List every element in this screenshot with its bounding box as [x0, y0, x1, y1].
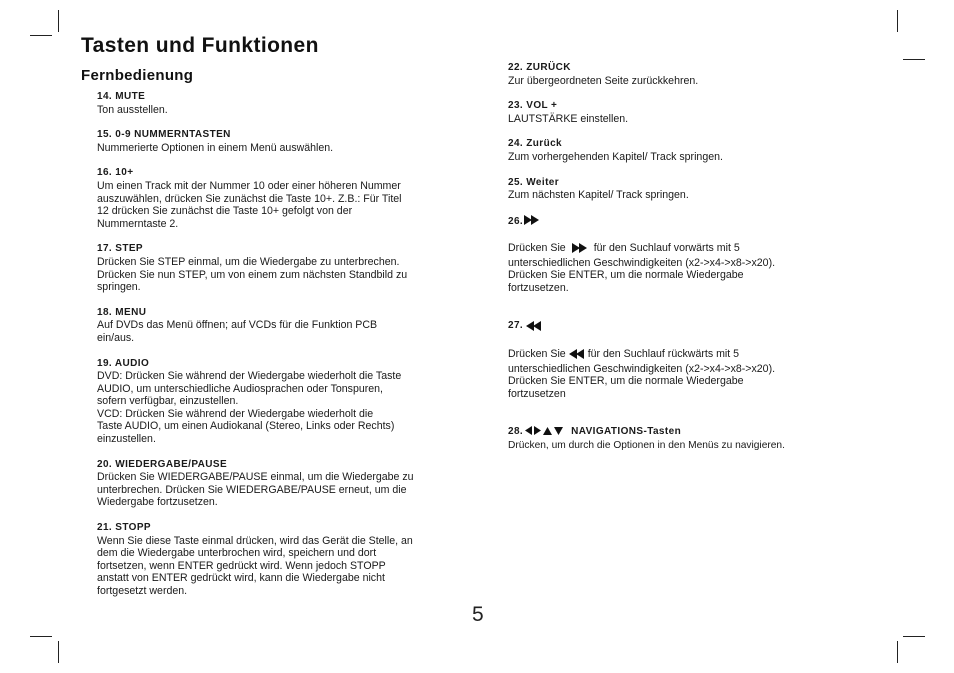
arrow-up-icon — [543, 427, 552, 440]
item-22 — [508, 62, 838, 87]
crop-mark — [897, 641, 898, 663]
item-24 — [508, 138, 838, 163]
item-heading: 24. Zurück — [508, 138, 563, 150]
item-heading: 23. VOL + — [508, 100, 558, 112]
crop-mark — [30, 35, 52, 36]
item-body-prefix: Drücken Sie — [508, 241, 566, 254]
item-17 — [97, 243, 465, 293]
item-heading: 18. MENU — [97, 306, 147, 318]
item-body-rest: unterschiedlichen Geschwindigkeiten (x2->x4->x8->x20). Drücken Sie ENTER, um die normale Wiedergabe fortzusetzen — [508, 362, 776, 400]
item-body: Drücken Sie STEP einmal, um die Wiedergabe zu unterbrechen. Drücken Sie nun STEP, um von einem zum nächsten Standbild zu springen. — [97, 255, 408, 294]
page-title: Tasten und Funktionen — [81, 34, 319, 57]
item-25 — [508, 177, 838, 202]
crop-mark — [58, 10, 59, 32]
left-column — [97, 91, 465, 598]
item-body — [508, 229, 838, 307]
right-column — [508, 62, 838, 452]
page-number: 5 — [472, 603, 484, 626]
item-body-prefix: Drücken Sie — [508, 348, 566, 361]
item-body: Zur übergeordneten Seite zurückkehren. — [508, 74, 699, 87]
item-18 — [97, 307, 465, 345]
rewind-icon — [569, 349, 585, 363]
item-heading: 22. ZURÜCK — [508, 62, 571, 73]
fast-forward-icon — [524, 215, 540, 230]
section-title: Fernbedienung — [81, 67, 194, 84]
item-heading — [508, 320, 838, 336]
item-heading — [508, 426, 838, 440]
item-heading: 17. STEP — [97, 243, 143, 255]
item-26 — [508, 215, 838, 307]
item-20 — [97, 459, 465, 509]
item-body: Um einen Track mit der Nummer 10 oder einer höheren Nummer auszuwählen, drücken Sie zunächst die Taste 10+. Z.B.: Für Titel 12 drücken Sie zunächst die Taste 10+ gefolgt von der Nummerntaste 2. — [97, 179, 402, 230]
crop-mark — [903, 636, 925, 637]
item-15 — [97, 129, 465, 154]
item-body: Nummerierte Optionen in einem Menü auswählen. — [97, 141, 334, 154]
item-heading-number: 28. — [508, 426, 524, 438]
crop-mark — [903, 59, 925, 60]
item-body: LAUTSTÄRKE einstellen. — [508, 112, 629, 125]
item-body: Drücken Sie WIEDERGABE/PAUSE einmal, um die Wiedergabe zu unterbrechen. Drücken Sie WIEDERGABE/PAUSE erneut, um die Wiedergabe fortzusetzen. — [97, 471, 414, 509]
item-body: Drücken, um durch die Optionen in den Menüs zu navigieren. — [508, 439, 785, 451]
item-heading: 16. 10+ — [97, 167, 134, 179]
item-body-after-icon: für den Suchlauf vorwärts mit 5 — [593, 241, 740, 254]
item-body-rest: unterschiedlichen Geschwindigkeiten (x2->x4->x8->x20). Drücken Sie ENTER, um die normale Wiedergabe fortzusetzen. — [508, 256, 776, 294]
crop-mark — [58, 641, 59, 663]
arrow-right-icon — [534, 426, 541, 440]
item-body: Auf DVDs das Menü öffnen; auf VCDs für die Funktion PCB ein/aus. — [97, 319, 378, 344]
rewind-icon — [526, 321, 542, 336]
item-body-after-icon: für den Suchlauf rückwärts mit 5 — [587, 348, 740, 361]
item-28 — [508, 426, 838, 452]
item-21 — [97, 522, 465, 598]
arrow-left-icon — [525, 426, 532, 440]
item-body: Wenn Sie diese Taste einmal drücken, wird das Gerät die Stelle, an dem die Wiedergabe unterbrochen wird, speichern und dort fortsetzen, wenn ENTER gedrückt wird. Wenn jedoch STOPP anstatt von ENTER gedrückt wird, kann die Wiedergabe nicht fortgesetzt werden. — [97, 534, 413, 597]
item-body: DVD: Drücken Sie während der Wiedergabe wiederholt die Taste AUDIO, um unterschiedliche Audiosprachen oder Tonspuren, sofern verfügbar, einzustellen. VCD: Drücken Sie während der Wiedergabe wiederholt die Taste AUDIO, um einen Audiokanal (Stereo, Links oder Rechts) einzustellen. — [97, 370, 402, 446]
item-heading: 14. MUTE — [97, 91, 146, 102]
item-heading: 15. 0-9 NUMMERNTASTEN — [97, 129, 231, 141]
item-heading: 21. STOPP — [97, 522, 151, 534]
crop-mark — [30, 636, 52, 637]
item-heading-label: NAVIGATIONS-Tasten — [571, 426, 682, 438]
item-heading: 20. WIEDERGABE/PAUSE — [97, 458, 228, 470]
item-heading-number: 26. — [508, 215, 524, 227]
item-14 — [97, 91, 465, 116]
item-body: Ton ausstellen. — [97, 103, 168, 116]
item-body: Zum vorhergehenden Kapitel/ Track springen. — [508, 150, 723, 163]
item-16 — [97, 167, 465, 230]
item-23 — [508, 100, 838, 125]
item-body: Zum nächsten Kapitel/ Track springen. — [508, 189, 689, 202]
item-19 — [97, 358, 465, 446]
item-27 — [508, 320, 838, 413]
arrow-down-icon — [554, 427, 563, 440]
item-heading: 19. AUDIO — [97, 357, 150, 369]
item-heading — [508, 215, 838, 230]
item-heading: 25. Weiter — [508, 176, 560, 188]
fast-forward-icon — [572, 243, 588, 257]
item-body — [508, 336, 838, 414]
crop-mark — [897, 10, 898, 32]
item-heading-number: 27. — [508, 319, 524, 331]
